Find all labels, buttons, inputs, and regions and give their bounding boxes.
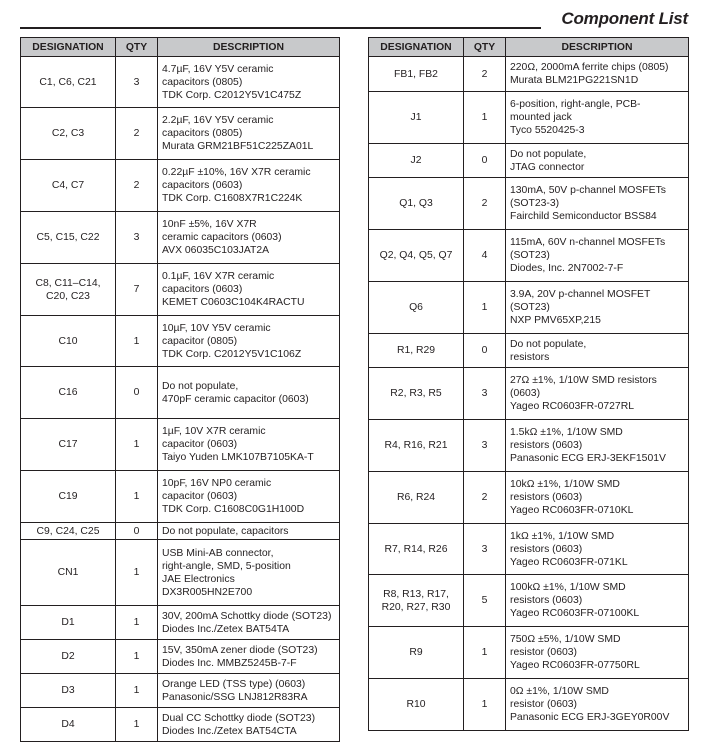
designation-cell [21,160,116,212]
designation-cell [369,57,464,92]
description-cell-line: capacitor (0603) [162,439,238,450]
table-row [369,57,689,92]
designation-cell-line: D1 [61,617,75,628]
table-row [21,108,340,160]
designation-cell-line: J2 [410,155,422,166]
qty-cell: 0 [464,144,506,178]
description-cell-line: KEMET C0603C104K4RACTU [162,297,305,308]
description-cell-line: capacitors (0805) [162,76,243,88]
designation-cell [21,212,116,264]
qty-cell: 1 [116,471,158,523]
designation-cell [21,640,116,674]
qty-cell: 1 [116,540,158,606]
designation-cell-line: C5, C15, C22 [36,232,100,243]
description-cell-line: capacitors (0603) [162,284,243,295]
description-cell-line: 4.7µF, 16V Y5V ceramic [162,63,274,75]
description-cell-line: AVX 06035C103JAT2A [162,245,270,256]
description-cell-line: 3.9A, 20V p-channel MOSFET [510,289,651,300]
description-cell-line: 1µF, 10V X7R ceramic [162,426,266,437]
designation-cell-line: R7, R14, R26 [384,543,448,555]
description-cell-line: JTAG connector [510,161,585,173]
column-header-designation: DESIGNATION [369,38,464,57]
description-cell-line: 100kΩ ±1%, 1/10W SMD [510,582,626,593]
qty-cell: 0 [116,367,158,419]
description-cell-line: 115mA, 60V n-channel MOSFETs [510,237,666,248]
description-cell-line: 1.5kΩ ±1%, 1/10W SMD [510,427,623,438]
description-cell [158,523,340,540]
designation-cell [369,679,464,731]
table-row [21,419,340,471]
description-cell-line: resistors (0603) [510,595,583,606]
table-row [21,606,340,640]
table-row [21,540,340,606]
description-cell [158,640,340,674]
description-cell-line: USB Mini-AB connector, [162,547,274,559]
description-cell-line: 1kΩ ±1%, 1/10W SMD [510,530,615,542]
description-cell-line: Orange LED (TSS type) (0603) [162,678,306,690]
designation-cell-line: C1, C6, C21 [39,76,97,88]
designation-cell-line: R2, R3, R5 [390,388,442,399]
designation-cell [21,523,116,540]
description-cell-line: 10kΩ ±1%, 1/10W SMD [510,479,620,490]
description-cell-line: Diodes Inc./Zetex BAT54TA [162,623,290,635]
description-cell [506,575,689,627]
description-cell [506,679,689,731]
column-header-description: DESCRIPTION [158,38,340,57]
description-cell-line: Diodes Inc./Zetex BAT54CTA [162,725,297,737]
designation-cell [369,420,464,472]
description-cell [506,524,689,575]
table-row [369,679,689,731]
description-cell [158,606,340,640]
description-cell [506,368,689,420]
qty-cell: 3 [116,57,158,108]
table-row [21,57,340,108]
description-cell [158,316,340,367]
description-cell-line: Fairchild Semiconductor BSS84 [510,211,657,222]
qty-cell: 3 [464,524,506,575]
description-cell-line: (SOT23) [510,302,550,313]
designation-cell [21,606,116,640]
qty-cell: 0 [464,334,506,368]
description-cell-line: (0603) [510,388,541,399]
table-row [369,524,689,575]
description-cell [506,230,689,282]
designation-cell-line: D3 [61,685,75,696]
qty-cell: 7 [116,264,158,316]
table-row [369,472,689,524]
qty-cell: 3 [116,212,158,264]
column-header-qty: QTY [464,38,506,57]
description-cell-line: TDK Corp. C1608C0G1H100D [162,504,305,515]
description-cell [158,108,340,160]
designation-cell-line: C16 [58,387,78,398]
description-cell-line: resistors (0603) [510,543,583,555]
designation-cell [21,316,116,367]
designation-cell-line: Q2, Q4, Q5, Q7 [379,250,453,261]
designation-cell [369,230,464,282]
description-cell-line: Yageo RC0603FR-07100KL [510,608,640,619]
designation-cell-line: D2 [61,651,75,662]
description-cell [158,471,340,523]
qty-cell: 1 [464,92,506,144]
designation-cell-line: R8, R13, R17, [383,588,449,600]
description-cell [506,420,689,472]
table-row [21,523,340,540]
table-row [369,178,689,230]
designation-cell [21,57,116,108]
description-cell [158,674,340,708]
description-cell-line: DX3R005HN2E700 [162,586,253,598]
description-cell-line: Tyco 5520425-3 [510,125,585,136]
description-cell-line: TDK Corp. C2012Y5V1C475Z [162,89,302,101]
designation-cell-line: R4, R16, R21 [384,440,448,451]
qty-cell: 2 [116,108,158,160]
designation-cell [369,282,464,334]
description-cell [158,57,340,108]
description-cell-line: resistors (0603) [510,440,583,451]
designation-cell-line: R6, R24 [396,492,436,503]
description-cell-line: Panasonic/SSG LNJ812R83RA [162,691,308,703]
table-row [21,674,340,708]
qty-cell: 1 [464,627,506,679]
table-row [21,264,340,316]
qty-cell: 2 [116,160,158,212]
designation-cell [21,674,116,708]
designation-cell [369,144,464,178]
description-cell [158,264,340,316]
description-cell-line: Yageo RC0603FR-0710KL [510,505,634,516]
description-cell [506,334,689,368]
table-header-row [21,38,340,57]
designation-cell-line: R9 [409,647,423,658]
page-title: Component List [561,9,688,28]
description-cell [506,144,689,178]
description-cell-line: capacitors (0805) [162,128,243,139]
description-cell-line: Do not populate, [510,148,587,160]
description-cell-line: Diodes, Inc. 2N7002-7-F [510,263,624,274]
qty-cell: 1 [116,316,158,367]
designation-cell [369,575,464,627]
description-cell-line: Yageo RC0603FR-071KL [510,556,628,568]
description-cell-line: resistor (0603) [510,647,577,658]
description-cell-line: TDK Corp. C1608X7R1C224K [162,193,303,204]
description-cell-line: NXP PMV65XP,215 [510,315,601,326]
designation-cell [369,334,464,368]
description-cell [506,92,689,144]
table-row [21,367,340,419]
qty-cell: 4 [464,230,506,282]
designation-cell-line: Q1, Q3 [399,198,433,209]
designation-cell-line: R20, R27, R30 [381,601,451,613]
column-header-designation: DESIGNATION [21,38,116,57]
table-row [369,368,689,420]
description-cell-line: Murata GRM21BF51C225ZA01L [162,141,314,152]
description-cell-line: 15V, 350mA zener diode (SOT23) [162,644,318,656]
designation-cell-line: C17 [58,439,78,450]
description-cell-line: 220Ω, 2000mA ferrite chips (0805) [510,62,669,73]
designation-cell-line: R1, R29 [396,345,436,356]
description-cell-line: 750Ω ±5%, 1/10W SMD [510,634,621,645]
description-cell-line: Do not populate, [510,338,587,350]
table-row [369,627,689,679]
table-row [369,420,689,472]
designation-cell-line: J1 [410,112,422,123]
qty-cell: 5 [464,575,506,627]
description-cell-line: Murata BLM21PG221SN1D [510,75,639,86]
qty-cell: 1 [116,674,158,708]
description-cell [158,160,340,212]
qty-cell: 1 [464,679,506,731]
description-cell-line: 0Ω ±1%, 1/10W SMD [510,686,609,697]
description-cell [158,540,340,606]
description-cell-line: (SOT23) [510,250,550,261]
table-row [369,334,689,368]
description-cell-line: 10pF, 16V NP0 ceramic [162,478,272,489]
description-cell-line: capacitors (0603) [162,180,243,191]
description-cell-line: 27Ω ±1%, 1/10W SMD resistors [510,375,657,386]
designation-cell [21,367,116,419]
table-row [369,144,689,178]
designation-cell [21,540,116,606]
description-cell-line: Yageo RC0603FR-0727RL [510,401,634,412]
designation-cell [21,108,116,160]
qty-cell: 1 [116,640,158,674]
table-row [21,160,340,212]
designation-cell [21,471,116,523]
designation-cell-line: Q6 [409,302,423,313]
description-cell-line: Do not populate, capacitors [162,525,289,537]
designation-cell [369,627,464,679]
designation-cell [369,524,464,575]
qty-cell: 2 [464,178,506,230]
description-cell [506,627,689,679]
designation-cell-line: C9, C24, C25 [36,525,100,537]
table-row [21,640,340,674]
description-cell-line: capacitor (0603) [162,491,238,502]
description-cell [506,178,689,230]
designation-cell-line: D4 [61,719,75,730]
table-row [21,316,340,367]
designation-cell-line: FB1, FB2 [394,68,438,80]
table-row [369,92,689,144]
designation-cell [369,178,464,230]
qty-cell: 3 [464,420,506,472]
description-cell [506,57,689,92]
description-cell-line: mounted jack [510,112,572,123]
description-cell-line: resistors (0603) [510,492,583,503]
designation-cell-line: CN1 [57,567,79,578]
column-header-qty: QTY [116,38,158,57]
qty-cell: 2 [464,57,506,92]
table-row [369,230,689,282]
description-cell-line: Panasonic ECG ERJ-3GEY0R00V [510,712,670,723]
table-header-row [369,38,689,57]
description-cell-line: 0.1µF, 16V X7R ceramic [162,271,275,282]
designation-cell-line: C4, C7 [51,180,85,191]
description-cell [158,212,340,264]
description-cell-line: Panasonic ECG ERJ-3EKF1501V [510,453,666,464]
description-cell-line: 6-position, right-angle, PCB- [510,99,641,110]
table-row [21,708,340,742]
description-cell [158,419,340,471]
component-table-right [368,37,689,731]
description-cell-line: Taiyo Yuden LMK107B7105KA-T [162,452,314,463]
description-cell-line: 0.22µF ±10%, 16V X7R ceramic [162,167,311,178]
description-cell-line: resistors [510,351,550,363]
qty-cell: 3 [464,368,506,420]
description-cell [506,472,689,524]
qty-cell: 1 [464,282,506,334]
table-row [369,282,689,334]
description-cell-line: 2.2µF, 16V Y5V ceramic [162,115,274,126]
description-cell-line: 10nF ±5%, 16V X7R [162,219,257,230]
description-cell-line: Dual CC Schottky diode (SOT23) [162,712,316,724]
description-cell-line: 30V, 200mA Schottky diode (SOT23) [162,610,332,622]
description-cell-line: TDK Corp. C2012Y5V1C106Z [162,348,302,360]
table-row [21,471,340,523]
qty-cell: 1 [116,606,158,640]
description-cell-line: ceramic capacitors (0603) [162,232,282,243]
component-table-left [20,37,340,742]
description-cell-line: Do not populate, [162,380,239,392]
qty-cell: 1 [116,708,158,742]
designation-cell [21,419,116,471]
description-cell [158,708,340,742]
designation-cell [21,264,116,316]
qty-cell: 2 [464,472,506,524]
description-cell-line: (SOT23-3) [510,198,560,209]
designation-cell-line: C10 [58,335,78,347]
description-cell-line: 130mA, 50V p-channel MOSFETs [510,185,666,196]
description-cell-line: Yageo RC0603FR-07750RL [510,660,640,671]
description-cell-line: 10µF, 10V Y5V ceramic [162,322,271,334]
designation-cell-line: R10 [406,699,426,710]
description-cell-line: capacitor (0805) [162,335,238,347]
table-row [21,212,340,264]
description-cell-line: JAE Electronics [162,573,235,585]
designation-cell-line: C20, C23 [46,290,90,302]
designation-cell [369,472,464,524]
qty-cell: 0 [116,523,158,540]
designation-cell [369,92,464,144]
designation-cell [21,708,116,742]
description-cell-line: resistor (0603) [510,699,577,710]
description-cell-line: right-angle, SMD, 5-position [162,560,291,572]
qty-cell: 1 [116,419,158,471]
table-row [369,575,689,627]
column-header-description: DESCRIPTION [506,38,689,57]
description-cell-line: 470pF ceramic capacitor (0603) [162,393,309,405]
description-cell-line: Diodes Inc. MMBZ5245B-7-F [162,657,297,669]
title-rule [20,27,541,29]
designation-cell-line: C2, C3 [51,128,85,139]
designation-cell [369,368,464,420]
designation-cell-line: C8, C11–C14, [35,277,101,289]
designation-cell-line: C19 [58,491,78,502]
description-cell [506,282,689,334]
description-cell [158,367,340,419]
